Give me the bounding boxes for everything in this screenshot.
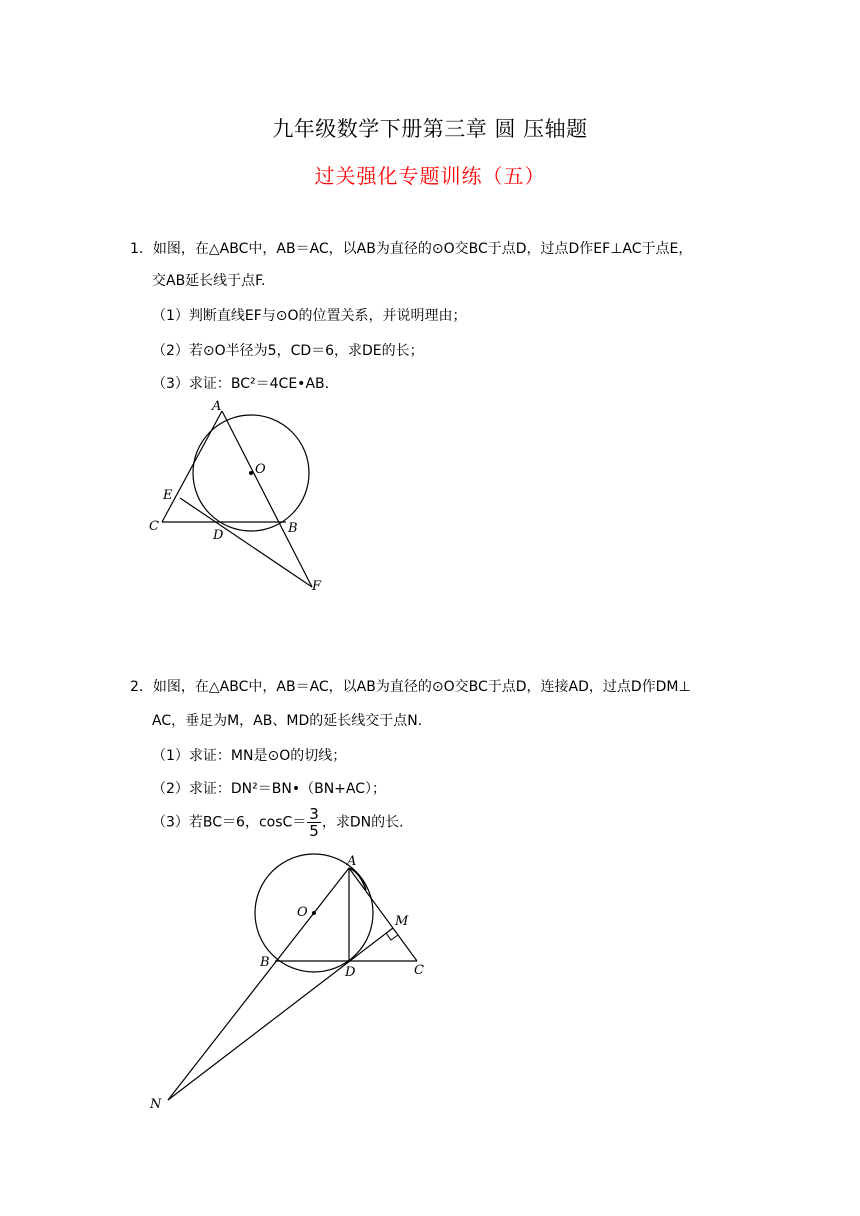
label-e: E <box>163 488 173 503</box>
problem-2-part-3 <box>152 806 404 839</box>
page-subtitle: 过关强化专题训练（五） <box>314 164 546 188</box>
segment-ab <box>222 411 312 587</box>
segment-an <box>168 868 349 1100</box>
fraction-numerator: 3 <box>309 805 319 823</box>
label-b: B <box>260 955 270 970</box>
right-angle-mark <box>386 933 398 940</box>
problem-2-part-3-prefix: （3）若BC＝6，cosC＝ <box>152 814 307 831</box>
problem-1-statement-line1: 1．如图，在△ABC中，AB＝AC，以AB为直径的⊙O交BC于点D，过点D作EF⊥AC于点E， <box>130 241 693 257</box>
label-f: F <box>312 579 322 594</box>
segment-ac <box>162 411 222 522</box>
label-c: C <box>149 519 159 534</box>
segment-mn <box>168 928 393 1100</box>
label-o: O <box>297 905 308 920</box>
center-dot <box>312 911 316 915</box>
label-a: A <box>347 854 357 869</box>
problem-1-part-1: （1）判断直线EF与⊙O的位置关系，并说明理由； <box>152 308 467 324</box>
fraction-denominator: 5 <box>309 822 319 840</box>
fraction-three-fifths <box>307 806 321 839</box>
label-c: C <box>414 963 424 978</box>
label-m: M <box>395 914 409 929</box>
problem-1-figure <box>140 395 340 600</box>
problem-2-part-1: （1）求证：MN是⊙O的切线； <box>152 748 347 764</box>
label-o: O <box>255 462 266 477</box>
label-a: A <box>212 399 222 414</box>
label-n: N <box>150 1097 162 1112</box>
problem-2-part-2: （2）求证：DN²＝BN•（BN+AC）； <box>152 781 387 797</box>
label-b: B <box>288 521 298 536</box>
problem-1-part-2: （2）若⊙O半径为5，CD＝6，求DE的长； <box>152 343 424 359</box>
problem-1-statement-line2: 交AB延长线于点F. <box>152 273 266 289</box>
problem-1-part-3: （3）求证：BC²＝4CE•AB. <box>152 376 330 392</box>
problem-2-statement-line2: AC，垂足为M，AB、MD的延长线交于点N. <box>152 713 423 729</box>
label-d: D <box>213 528 224 543</box>
segment-ef <box>180 498 312 587</box>
page-title: 九年级数学下册第三章 圆 压轴题 <box>272 117 588 141</box>
problem-2-statement-line1: 2．如图，在△ABC中，AB＝AC，以AB为直径的⊙O交BC于点D，连接AD，过点D作DM⊥ <box>130 679 691 695</box>
label-d: D <box>345 965 356 980</box>
center-dot <box>249 471 253 475</box>
problem-2-figure <box>140 850 440 1115</box>
problem-2-part-3-suffix: ，求DN的长. <box>321 814 404 831</box>
